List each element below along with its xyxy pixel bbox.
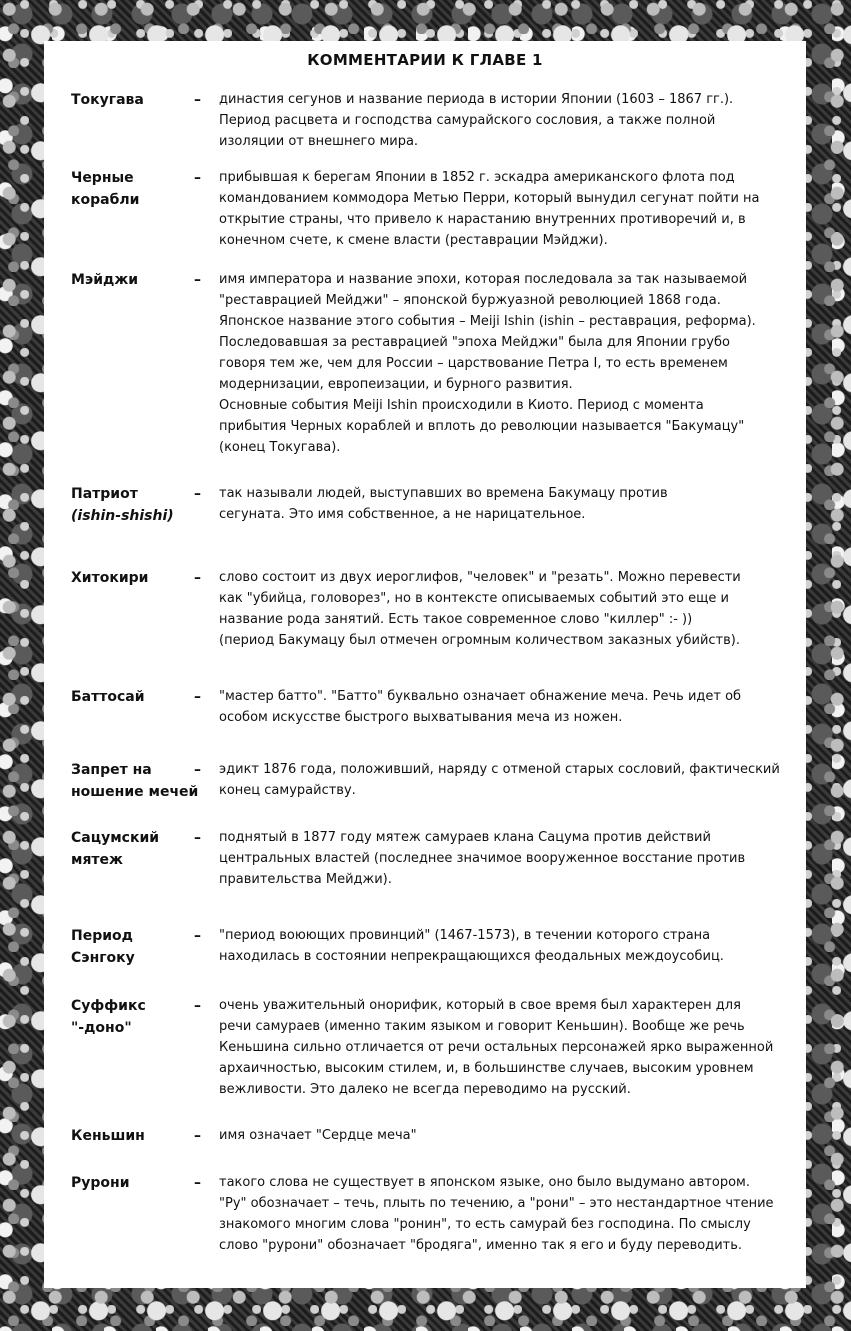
entry-definition: поднятый в 1877 году мятеж самураев клана Сацума против действий центральных властей (последнее значимое вооруженное восстание против правительства Мейджи). <box>219 830 746 887</box>
page-title: КОММЕНТАРИИ К ГЛАВЕ 1 <box>307 51 543 69</box>
entry-definition: эдикт 1876 года, положивший, наряду с отменой старых сословий, фактический конец самурайству. <box>219 762 780 798</box>
entry-term: Рурони <box>71 1175 130 1191</box>
entry-definition: династия сегунов и название периода в истории Японии (1603 – 1867 гг.). Период расцвета и господства самурайского сословия, а также полной изоляции от внешнего мира. <box>219 92 734 149</box>
entry-dash: – <box>194 170 201 186</box>
entry-definition: имя означает "Сердце меча" <box>219 1128 417 1143</box>
entry-dash: – <box>194 486 201 502</box>
entry-term: Мэйджи <box>71 272 139 288</box>
entry-definition: "период воюющих провинций" (1467-1573), в течении которого страна находилась в состоянии непрекращающихся феодальных междоусобиц. <box>219 928 724 964</box>
entry-term: Период Сэнгоку <box>71 928 135 966</box>
entry-dash: – <box>194 998 201 1014</box>
entry-dash: – <box>194 928 201 944</box>
entry-definition: так называли людей, выступавших во времена Бакумацу против сегуната. Это имя собственное, а не нарицательное. <box>219 486 668 522</box>
entry-term: Черные корабли <box>71 170 140 208</box>
entry-term: Хитокири <box>71 570 149 586</box>
entry-definition: "мастер батто". "Батто" буквально означает обнажение меча. Речь идет об особом искусстве быстрого выхватывания меча из ножен. <box>219 689 742 725</box>
entry-dash: – <box>194 92 201 108</box>
entry-definition: прибывшая к берегам Японии в 1852 г. эскадра американского флота под командованием коммодора Метью Перри, который вынудил сегунат пойти на открытие страны, что привело к нарастанию внутренних противоречий и, в конечном счете, к смене власти (реставрации Мэйджи). <box>219 170 760 248</box>
entry-dash: – <box>194 570 201 586</box>
entry-term: Кеньшин <box>71 1128 145 1144</box>
entry-dash: – <box>194 1128 201 1144</box>
entry-dash: – <box>194 830 201 846</box>
commentary-page <box>44 41 806 1288</box>
entry-definition: слово состоит из двух иероглифов, "человек" и "резать". Можно перевести как "убийца, головорез", но в контексте описываемых событий это еще и название рода занятий. Есть такое современное слово "киллер" :- )) (период Бакумацу был отмечен огромным количеством заказных убийств). <box>219 570 741 648</box>
entry-dash: – <box>194 762 201 778</box>
entry-definition: такого слова не существует в японском языке, оно было выдумано автором. "Ру" обозначает – течь, плыть по течению, а "рони" – это нестандартное чтение знакомого многим слова "ронин", то есть самурай без господина. По смыслу слово "рурони" обозначает "бродяга", именно так я его и буду переводить. <box>219 1175 774 1253</box>
entry-dash: – <box>194 1175 201 1191</box>
entry-term: Суффикс "-доно" <box>71 998 146 1036</box>
entry-term: Патриот (ishin-shishi) <box>71 486 174 524</box>
entry-term: Сацумский мятеж <box>71 830 160 868</box>
entry-dash: – <box>194 689 201 705</box>
entry-definition: очень уважительный онорифик, который в свое время был характерен для речи самураев (именно таким языком и говорит Кеньшин). Вообще же речь Кеньшина сильно отличается от речи остальных персонажей ярко выраженной архаичностью, высоким стилем, и, в большинстве случаев, высоким уровнем вежливости. Это далеко не всегда переводимо на русский. <box>219 998 774 1097</box>
entry-term: Запрет на ношение мечей <box>71 762 199 800</box>
entry-dash: – <box>194 272 201 288</box>
entry-term: Баттосай <box>71 689 145 705</box>
entry-term: Токугава <box>71 92 144 108</box>
entry-definition: имя императора и название эпохи, которая последовала за так называемой "реставрацией Мейджи" – японской буржуазной революцией 1868 года. Японское название этого события – Meiji Ishin (ishin – реставрация, реформа). Последовавшая за реставрацией "эпоха Мейджи" была для Японии грубо говоря тем же, чем для России – царствование Петра I, то есть временем модернизации, европеизации, и бурного развития. Основные события Meiji Ishin происходили в Киото. Период с момента прибытия Черных кораблей и вплоть до революции называется "Бакумацу" (конец Токугава). <box>219 272 756 455</box>
